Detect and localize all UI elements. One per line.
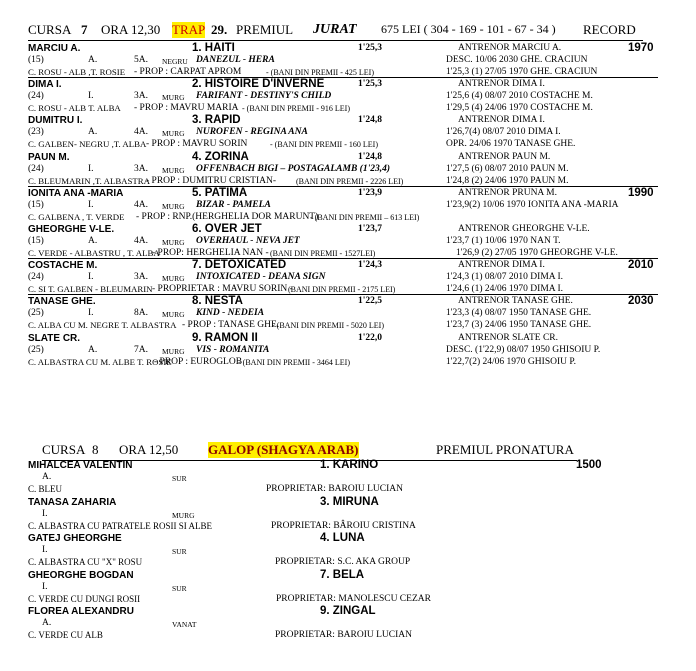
best-time: 1'24,8 <box>358 151 383 162</box>
coat-color: SUR <box>172 547 187 556</box>
coat-color: SUR <box>172 474 187 483</box>
sex: A. <box>42 618 52 628</box>
pedigree: INTOXICATED - DEANA SIGN <box>196 272 326 283</box>
coat-color: SUR <box>172 583 187 593</box>
owner: - PROP : EUROGLOB <box>154 356 243 367</box>
prize-money: - (BANI DIN PREMII - 5020 LEI) <box>272 321 384 331</box>
race8-number: 8 <box>92 442 99 457</box>
race7-entry <box>28 187 658 222</box>
best-time: 1'25,3 <box>358 43 383 53</box>
racing-colors: C. VERDE CU DUNGI ROSII <box>28 593 141 604</box>
sex: I. <box>88 272 94 283</box>
coat-color: MURG <box>162 274 185 284</box>
sex: I. <box>42 545 48 555</box>
performance-1: DESC. (1'22,9) 08/07 1950 GHISOIU P. <box>446 344 601 355</box>
trainer-label: ANTRENOR TANASE GHE. <box>458 296 573 307</box>
horse-name: 3. MIRUNA <box>320 495 379 508</box>
trainer-name: TANASE GHE. <box>28 296 96 308</box>
owner: - PROP : MAVRU SORIN <box>146 139 248 150</box>
performance-1: 1'27,5 (6) 08/07 2010 PAUN M. <box>446 163 569 174</box>
start-number: (15) <box>28 55 44 65</box>
best-time: 1'22,0 <box>358 332 383 343</box>
trainer-name: GATEJ GHEORGHE <box>28 533 122 544</box>
coat-color: MURG <box>162 238 185 247</box>
owner: - PROPRIETAR : MAVRU SORIN - <box>152 284 293 295</box>
performance-2: 1'22,7(2) 24/06 1970 GHISOIU P. <box>446 356 576 367</box>
race7-number: 7 <box>81 22 88 37</box>
race7-purse: 675 LEI ( 304 - 169 - 101 - 67 - 34 ) <box>381 22 556 36</box>
owner: PROPRIETAR: BAROIU LUCIAN <box>275 630 412 640</box>
sex: I. <box>42 581 48 592</box>
sex: A. <box>88 55 98 65</box>
prize-money: (BANI DIN PREMII - 2226 LEI) <box>296 176 404 186</box>
owner: - PROP : DUMITRU CRISTIAN- <box>146 175 277 186</box>
start-number: (15) <box>28 199 44 210</box>
age: 4A. <box>134 199 148 210</box>
record-year: 2030 <box>628 295 654 308</box>
racing-colors: C. BLEU <box>28 484 63 494</box>
racing-colors: C. ALBASTRA CU M. ALBE T. ROSIE <box>28 356 172 367</box>
race8-time: ORA 12,50 <box>119 442 179 457</box>
racing-colors: C. ALBA CU M. NEGRE T. ALBASTRA <box>28 320 177 331</box>
race7-prize-name: JURAT <box>313 22 357 37</box>
best-time: 1'23,7 <box>358 224 383 234</box>
owner: - PROP : MAVRU MARIA <box>134 103 239 114</box>
racing-colors: C. GALBEN- NEGRU ,T. ALBA <box>28 139 147 150</box>
record-year: 2010 <box>628 259 654 272</box>
race8-entry <box>28 606 668 643</box>
coat-color: MURG <box>162 129 185 139</box>
performance-1: 1'25,6 (4) 08/07 2010 COSTACHE M. <box>446 91 593 102</box>
horse-name: 2. HISTOIRE D'INVERNE <box>192 78 325 91</box>
trainer-label: ANTRENOR SLATE CR. <box>458 332 559 343</box>
race7-entry <box>28 114 658 149</box>
age: 4A. <box>134 127 148 138</box>
trainer-name: SLATE CR. <box>28 332 81 344</box>
record-year: 1500 <box>576 459 602 471</box>
sex: I. <box>88 308 94 319</box>
pedigree: FARIFANT - DESTINY'S CHILD <box>196 91 332 102</box>
owner: - PROP : CARPAT APROM <box>134 67 242 77</box>
pedigree: OVERHAUL - NEVA JET <box>196 236 300 246</box>
race7-entry <box>28 295 658 330</box>
horse-name: 9. ZINGAL <box>320 605 376 617</box>
age: 3A. <box>134 91 148 102</box>
prize-money: - (BANI DIN PREMII - 916 LEI) <box>242 104 350 114</box>
prize-money: (BANI DIN PREMII - 1527LEI) <box>270 249 376 258</box>
race7-trap-number: 29. <box>211 22 228 37</box>
performance-2: 1'24,6 (1) 24/06 1970 DIMA I. <box>446 284 564 295</box>
race7-entry <box>28 42 658 78</box>
race7-record: RECORD <box>583 22 636 37</box>
trainer-label: ANTRENOR DIMA I. <box>458 260 545 271</box>
race7-type: TRAP <box>172 22 206 37</box>
race8-entry <box>28 497 668 534</box>
best-time: 1'24,8 <box>358 115 383 126</box>
horse-name: 7. BELA <box>320 568 365 581</box>
pedigree: KIND - NEDEIA <box>196 308 265 319</box>
race8-cursa: CURSA <box>42 442 86 457</box>
trainer-label: ANTRENOR PAUN M. <box>458 151 551 162</box>
race8-entry <box>28 570 668 607</box>
race8-entry <box>28 460 668 497</box>
pedigree: VIS - ROMANITA <box>196 344 270 355</box>
trainer-name: FLOREA ALEXANDRU <box>28 606 134 617</box>
racing-colors: C. ROSU - ALB ,T. ROSIE <box>28 67 126 77</box>
age: 4A. <box>134 236 148 246</box>
horse-name: 8. NESTA <box>192 295 243 308</box>
trainer-name: PAUN M. <box>28 151 70 163</box>
sex: I. <box>88 199 94 210</box>
race7-entry <box>28 332 658 367</box>
coat-color: MURG <box>162 346 185 356</box>
performance-2: 1'25,3 (1) 27/05 1970 GHE. CRACIUN <box>446 67 598 77</box>
trainer-name: MARCIU A. <box>28 43 81 54</box>
coat-color: VANAT <box>172 620 197 629</box>
prize-money: - (BANI DIN PREMII - 160 LEI) <box>270 140 378 150</box>
race7-entry <box>28 223 658 259</box>
performance-1: 1'24,3 (1) 08/07 2010 DIMA I. <box>446 272 564 283</box>
best-time: 1'24,3 <box>358 260 383 271</box>
race8-type: GALOP (SHAGYA ARAB) <box>208 442 359 457</box>
performance-2: 1'26,9 (2) 27/05 1970 GHEORGHE V-LE. <box>456 248 618 258</box>
record-year: 1990 <box>628 186 654 199</box>
record-year: 1970 <box>628 42 654 54</box>
race8-premiul: PREMIUL PRONATURA <box>436 442 574 457</box>
prize-money: - (BANI DIN PREMII - 425 LEI) <box>266 68 374 77</box>
owner: PROPRIETAR: S.C. AKA GROUP <box>275 557 411 567</box>
performance-1: 1'23,9(2) 10/06 1970 IONITA ANA -MARIA <box>446 199 619 210</box>
start-number: (25) <box>28 308 44 319</box>
horse-name: 4. LUNA <box>320 532 365 544</box>
racing-colors: C. ALBASTRA CU PATRATELE ROSII SI ALBE <box>28 520 212 531</box>
best-time: 1'25,3 <box>358 79 383 90</box>
trainer-label: ANTRENOR DIMA I. <box>458 115 545 126</box>
prize-money: - (BANI DIN PREMII - 3464 LEI) <box>238 357 350 367</box>
start-number: (24) <box>28 91 44 102</box>
start-number: (25) <box>28 344 44 355</box>
coat-color: MURG <box>162 93 185 103</box>
trainer-name: MIHALCEA VALENTIN <box>28 460 133 471</box>
trainer-label: ANTRENOR MARCIU A. <box>458 43 562 53</box>
prize-money: (BANI DIN PREMII - 2175 LEI) <box>288 285 396 295</box>
owner: PROPRIETAR: BÂROIU CRISTINA <box>271 520 416 531</box>
trainer-label: ANTRENOR GHEORGHE V-LE. <box>458 224 590 234</box>
prize-money: - (BANI DIN PREMII – 613 LEI) <box>310 212 420 222</box>
sex: I. <box>88 91 94 102</box>
horse-name: 9. RAMON II <box>192 331 258 344</box>
trainer-label: ANTRENOR PRUNA M. <box>458 187 557 198</box>
coat-color: NEGRU <box>162 57 188 66</box>
owner: - PROP: HERGHELIA NAN - <box>152 248 269 258</box>
racing-colors: C. BLEUMARIN ,T. ALBASTRA <box>28 175 151 186</box>
trainer-name: DUMITRU I. <box>28 115 83 127</box>
trainer-name: DIMA I. <box>28 79 62 91</box>
coat-color: MURG <box>162 201 185 211</box>
horse-name: 4. ZORINA <box>192 150 249 163</box>
race7-entry <box>28 151 658 187</box>
race8-header <box>42 440 577 461</box>
race7-entry <box>28 259 658 295</box>
trainer-name: GHEORGHE BOGDAN <box>28 569 134 581</box>
race7-time: ORA 12,30 <box>101 22 161 37</box>
owner: - PROP : TANASE GHE. <box>182 320 280 331</box>
coat-color: MURG <box>172 510 195 520</box>
trainer-label: ANTRENOR DIMA I. <box>458 79 545 90</box>
owner: - PROP : RNP.(HERGHELIA DOR MARUNT) <box>136 211 319 222</box>
sex: A. <box>88 127 98 138</box>
start-number: (24) <box>28 163 44 174</box>
coat-color: MURG <box>162 165 185 175</box>
performance-1: 1'23,7 (1) 10/06 1970 NAN T. <box>446 236 561 246</box>
horse-name: 6. OVER JET <box>192 223 262 235</box>
age: 3A. <box>134 163 148 174</box>
pedigree: NUROFEN - REGINA ANA <box>196 127 308 138</box>
start-number: (23) <box>28 127 44 138</box>
racing-colors: C. ROSU - ALB T. ALBA <box>28 103 121 114</box>
horse-name: 1. KARINO <box>320 459 379 471</box>
racing-colors: C. SI T. GALBEN - BLEUMARIN <box>28 284 153 295</box>
performance-2: OPR. 24/06 1970 TANASE GHE. <box>446 139 576 150</box>
racing-colors: C. GALBENA , T. VERDE <box>28 211 125 222</box>
pedigree: OFFENBACH BIGI – POSTAGALAMB (1'23,4) <box>196 163 390 174</box>
sex: I. <box>88 163 94 174</box>
horse-name: 3. RAPID <box>192 114 241 127</box>
performance-2: 1'24,8 (2) 24/06 1970 PAUN M. <box>446 175 569 186</box>
start-number: (15) <box>28 236 44 246</box>
race7-premiul: PREMIUL <box>236 22 294 37</box>
performance-2: 1'23,7 (3) 24/06 1950 TANASE GHE. <box>446 320 592 331</box>
horse-name: 7. DETOXICATED <box>192 259 287 272</box>
start-number: (24) <box>28 272 44 283</box>
race7-cursa: CURSA <box>28 22 72 37</box>
pedigree: DANEZUL - HERA <box>196 55 275 65</box>
age: 5A. <box>134 55 148 65</box>
age: 8A. <box>134 308 148 319</box>
performance-1: 1'23,3 (4) 08/07 1950 TANASE GHE. <box>446 308 592 319</box>
racing-colors: C. ALBASTRA CU "X" ROSU <box>28 557 143 567</box>
racing-colors: C. VERDE - ALBASTRU , T. ALBA <box>28 248 160 258</box>
age: 7A. <box>134 344 148 355</box>
horse-name: 5. PATIMA <box>192 186 248 199</box>
owner: PROPRIETAR: BAROIU LUCIAN <box>266 484 403 494</box>
best-time: 1'22,5 <box>358 296 383 307</box>
pedigree: BIZAR - PAMELA <box>196 199 271 210</box>
trainer-name: IONITA ANA -MARIA <box>28 187 124 199</box>
sex: A. <box>88 344 98 355</box>
race7-header <box>28 20 643 41</box>
race8-entry <box>28 533 668 570</box>
horse-name: 1. HAITI <box>192 42 235 54</box>
performance-1: DESC. 10/06 2030 GHE. CRACIUN <box>446 55 588 65</box>
trainer-name: COSTACHE M. <box>28 260 98 272</box>
trainer-name: GHEORGHE V-LE. <box>28 224 115 235</box>
performance-2: 1'29,5 (4) 24/06 1970 COSTACHE M. <box>446 103 593 114</box>
sex: A. <box>88 236 98 246</box>
owner: PROPRIETAR: MANOLESCU CEZAR <box>276 593 431 604</box>
coat-color: MURG <box>162 310 185 320</box>
age: 3A. <box>134 272 148 283</box>
best-time: 1'23,9 <box>358 187 383 198</box>
racing-colors: C. VERDE CU ALB <box>28 630 103 640</box>
performance-1: 1'26,7(4) 08/07 2010 DIMA I. <box>446 127 561 138</box>
sex: I. <box>42 508 48 519</box>
trainer-name: TANASA ZAHARIA <box>28 496 117 508</box>
race7-entry <box>28 78 658 113</box>
sex: A. <box>42 472 52 482</box>
